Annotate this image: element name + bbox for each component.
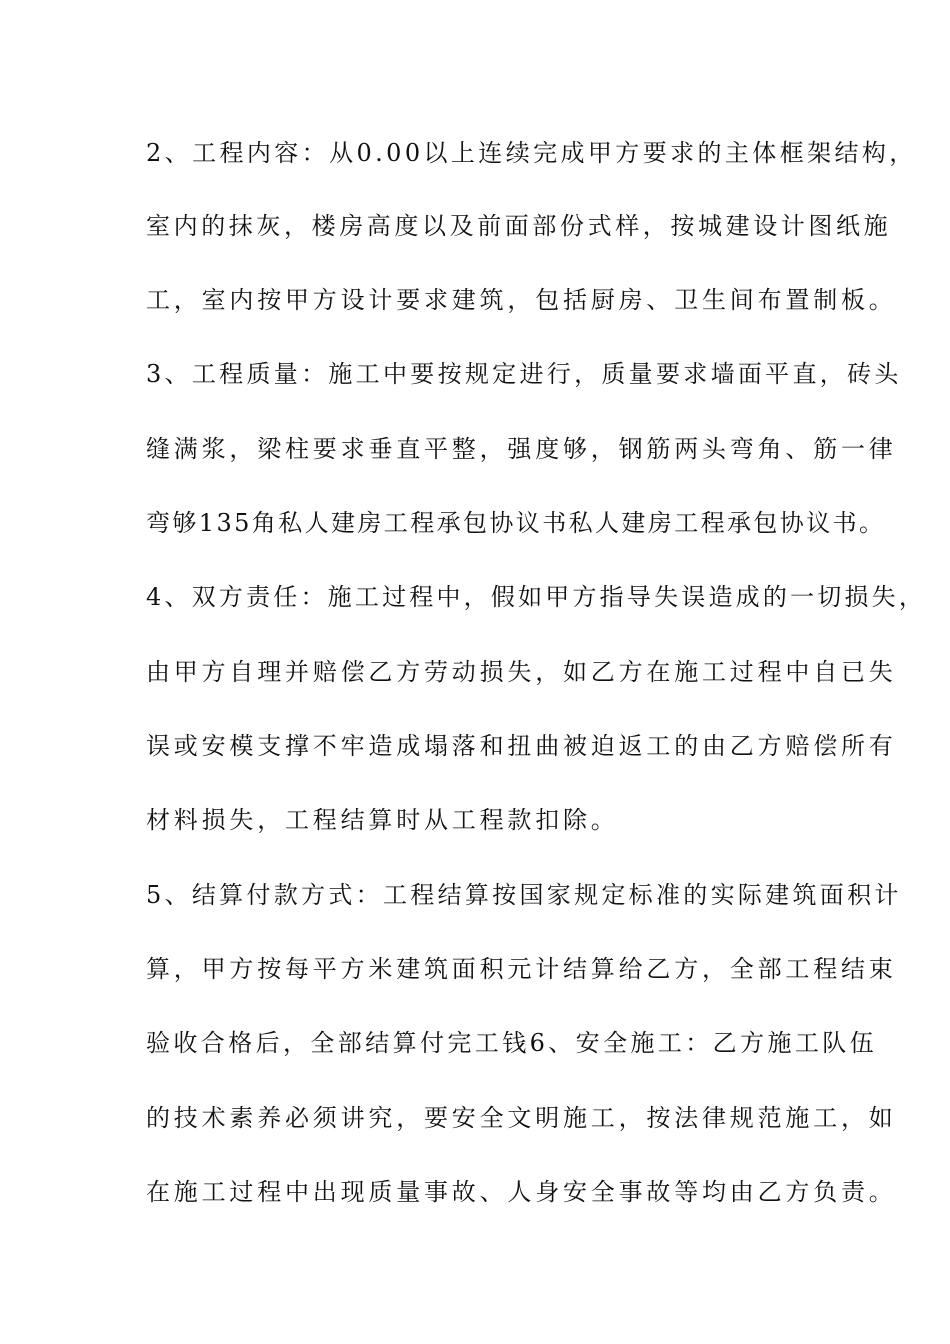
text-line-section-4-responsibility: 4、双方责任：施工过程中，假如甲方指导失误造成的一切损失， (146, 583, 927, 611)
text-line: 材料损失，工程结算时从工程款扣除。 (146, 806, 619, 834)
text-line: 工，室内按甲方设计要求建筑，包括厨房、卫生间布置制板。 (146, 286, 897, 314)
text-line: 由甲方自理并赔偿乙方劳动损失，如乙方在施工过程中自已失 (146, 658, 897, 686)
text-line: 误或安模支撑不牢造成塌落和扭曲被迫返工的由乙方赔偿所有 (146, 732, 897, 760)
text-line: 的技术素养必须讲究，要安全文明施工，按法律规范施工，如 (146, 1104, 897, 1132)
text-line-section-3-quality: 3、工程质量：施工中要按规定进行，质量要求墙面平直，砖头 (146, 360, 902, 388)
text-line: 室内的抹灰，楼房高度以及前面部份式样，按城建设计图纸施 (146, 212, 892, 240)
text-line-section-2-content: 2、工程内容：从0.00以上连续完成甲方要求的主体框架结构， (146, 139, 917, 167)
text-line: 弯够135角私人建房工程承包协议书私人建房工程承包协议书。 (146, 509, 886, 537)
text-line: 在施工过程中出现质量事故、人身安全事故等均由乙方负责。 (146, 1178, 897, 1206)
text-line-section-5-payment: 5、结算付款方式：工程结算按国家规定标准的实际建筑面积计 (146, 881, 902, 909)
text-line: 缝满浆，梁柱要求垂直平整，强度够，钢筋两头弯角、筋一律 (146, 435, 897, 463)
text-line: 算，甲方按每平方米建筑面积元计结算给乙方，全部工程结束 (146, 955, 897, 983)
text-line: 验收合格后，全部结算付完工钱6、安全施工：乙方施工队伍 (146, 1029, 878, 1057)
